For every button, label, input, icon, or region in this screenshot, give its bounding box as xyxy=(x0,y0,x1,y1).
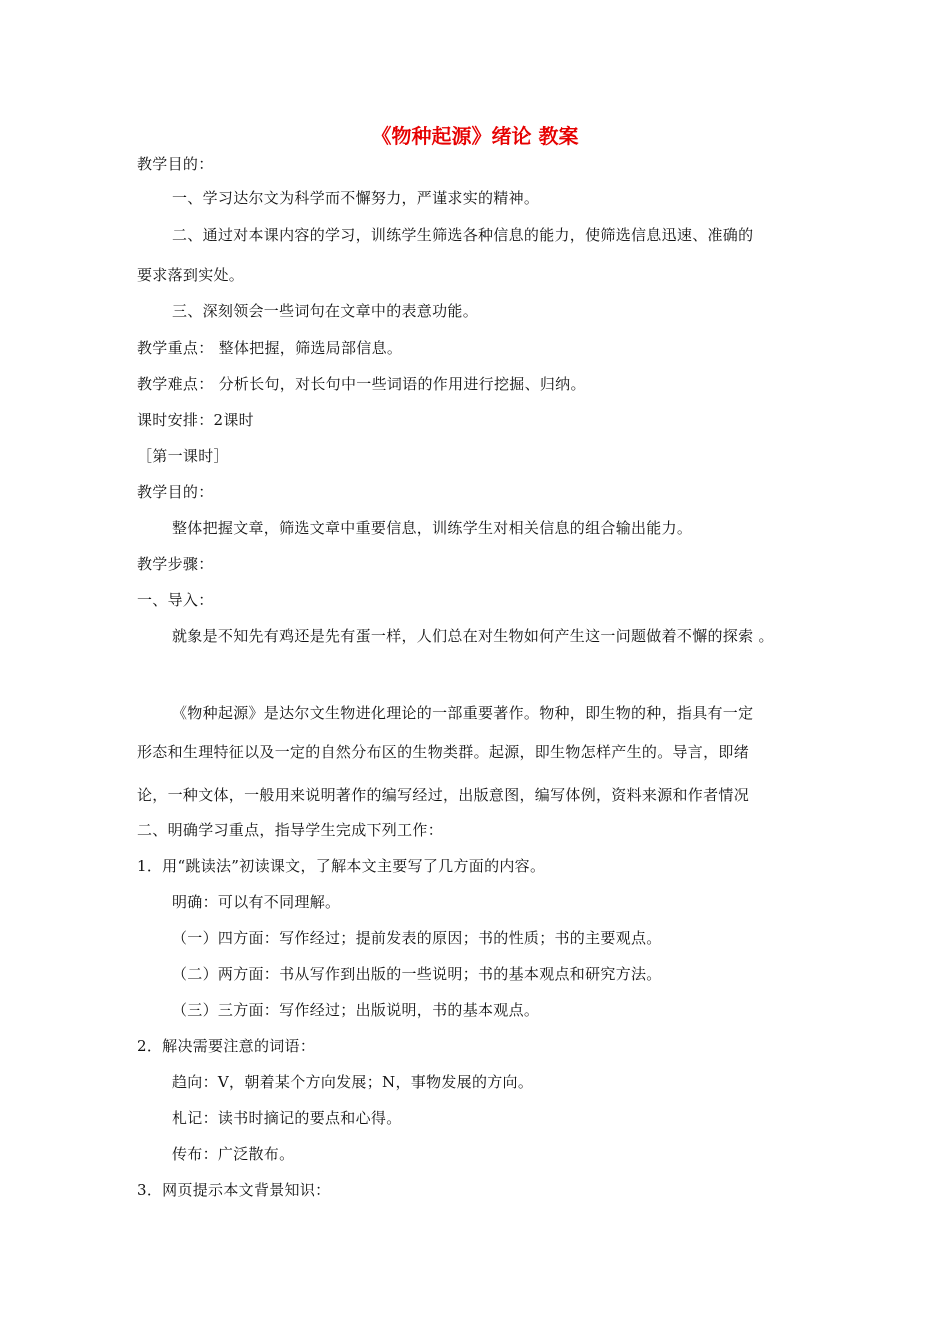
text-line: 论，一种文体，一般用来说明著作的编写经过，出版意图，编写体例，资料来源和作者情况 xyxy=(137,786,750,804)
document-title: 《物种起源》绪论 教案 xyxy=(371,124,579,148)
text-line: 札记：读书时摘记的要点和心得。 xyxy=(172,1109,402,1127)
text-line: 一、导入： xyxy=(137,591,214,609)
text-line: （三）三方面：写作经过；出版说明，书的基本观点。 xyxy=(172,1001,540,1019)
text-line: 传布：广泛散布。 xyxy=(172,1145,295,1163)
text-line: 形态和生理特征以及一定的自然分布区的生物类群。起源，即生物怎样产生的。导言，即绪 xyxy=(137,743,750,761)
text-line: 一、学习达尔文为科学而不懈努力，严谨求实的精神。 xyxy=(172,189,540,207)
text-line: 三、深刻领会一些词句在文章中的表意功能。 xyxy=(172,302,479,320)
text-line: （一）四方面：写作经过；提前发表的原因；书的性质；书的主要观点。 xyxy=(172,929,662,947)
text-line: 要求落到实处。 xyxy=(137,266,245,284)
text-line: 3．网页提示本文背景知识： xyxy=(137,1181,331,1199)
text-line: 2．解决需要注意的词语： xyxy=(137,1037,316,1055)
text-line: 教学重点： 整体把握，筛选局部信息。 xyxy=(137,339,403,357)
text-line: 二、通过对本课内容的学习，训练学生筛选各种信息的能力，使筛选信息迅速、准确的 xyxy=(172,226,754,244)
text-line: 二、明确学习重点，指导学生完成下列工作： xyxy=(137,821,444,839)
text-line: 教学目的： xyxy=(137,155,214,173)
text-line: 课时安排：2课时 xyxy=(137,411,254,429)
text-line: 明确：可以有不同理解。 xyxy=(172,893,341,911)
text-line: 教学难点： 分析长句，对长句中一些词语的作用进行挖掘、归纳。 xyxy=(137,375,586,393)
text-line: 就象是不知先有鸡还是先有蛋一样，人们总在对生物如何产生这一问题做着不懈的探索 。 xyxy=(172,627,774,645)
text-line: 趋向：V，朝着某个方向发展；N，事物发展的方向。 xyxy=(172,1073,534,1091)
text-line: 1．用“跳读法”初读课文，了解本文主要写了几方面的内容。 xyxy=(137,857,546,875)
text-line: 整体把握文章，筛选文章中重要信息，训练学生对相关信息的组合输出能力。 xyxy=(172,519,693,537)
text-line: ［第一课时］ xyxy=(137,447,229,465)
text-line: （二）两方面：书从写作到出版的一些说明；书的基本观点和研究方法。 xyxy=(172,965,662,983)
text-line: 教学目的： xyxy=(137,483,214,501)
text-line: 教学步骤： xyxy=(137,555,214,573)
text-line: 《物种起源》是达尔文生物进化理论的一部重要著作。物种，即生物的种，指具有一定 xyxy=(172,704,754,722)
